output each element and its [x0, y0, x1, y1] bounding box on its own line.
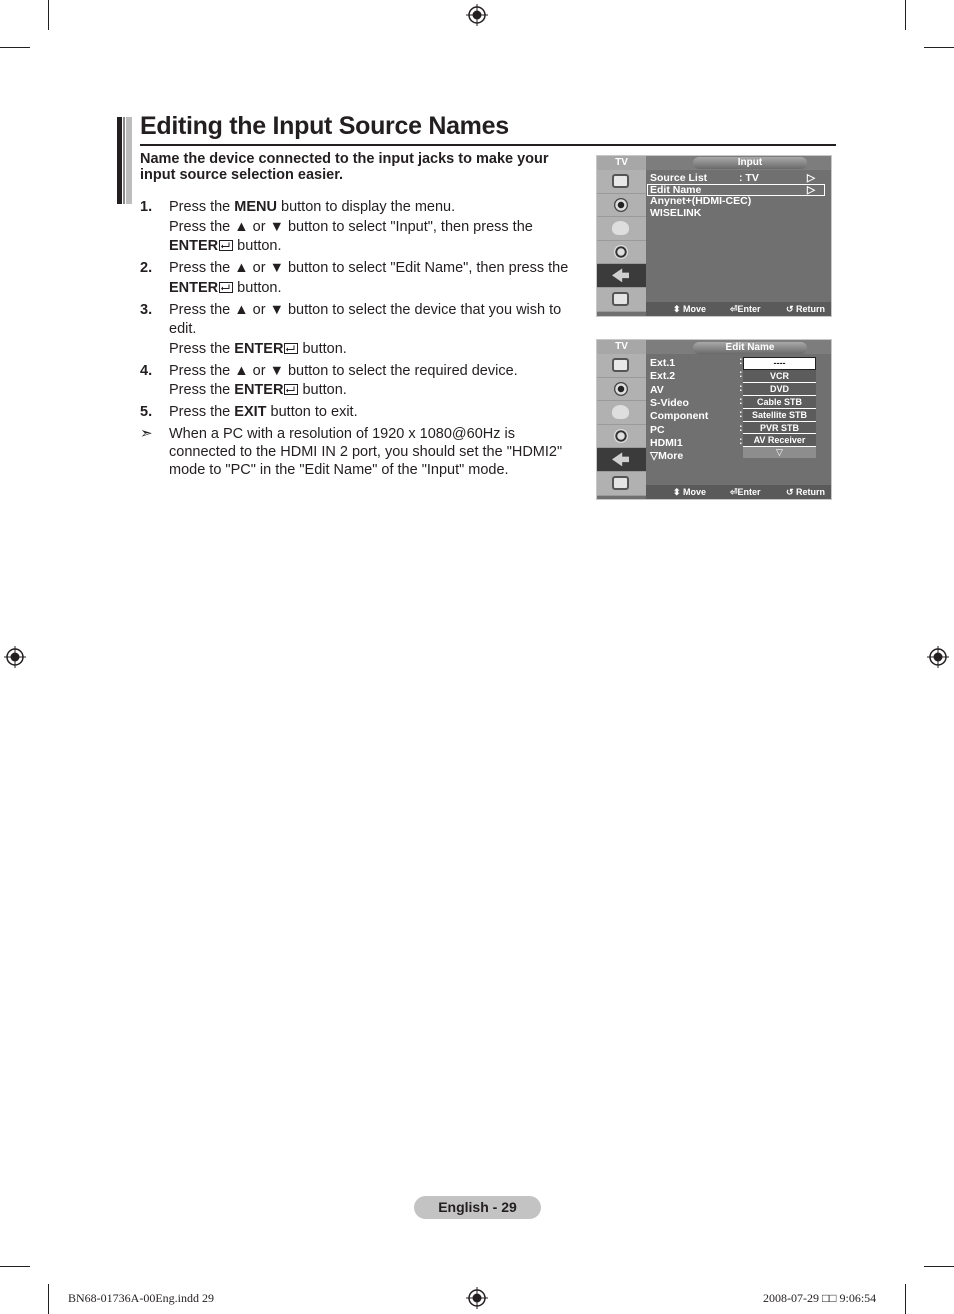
- note-block: [140, 425, 585, 480]
- osd-menu-value: : TV: [739, 172, 759, 184]
- move-hint: ⬍ Move: [673, 487, 707, 497]
- crop-mark: [924, 47, 954, 48]
- device-option-list: [743, 357, 816, 458]
- step-text: Press the: [169, 382, 235, 398]
- enter-hint: ⏎Enter: [730, 304, 761, 314]
- step-item: [140, 362, 585, 401]
- step-text: Press the: [169, 340, 235, 357]
- step-item: [140, 198, 585, 257]
- step-text: Press the: [169, 404, 235, 420]
- crop-mark: [0, 1266, 30, 1267]
- osd-menu-item: WISELINK: [650, 207, 702, 219]
- steps-list: [140, 198, 585, 480]
- title-accent-bars: [117, 117, 132, 204]
- enter-hint: ⏎Enter: [730, 487, 761, 497]
- osd-menu-item: Source List: [650, 172, 708, 184]
- osd-tv-label: TV: [597, 340, 646, 354]
- enter-key-icon: [218, 238, 233, 254]
- osd-separator: :: [739, 434, 743, 447]
- file-slug: BN68-01736A-00Eng.indd 29: [68, 1291, 214, 1305]
- channel-icon: [597, 401, 646, 425]
- step-line: [169, 362, 585, 382]
- osd-separator: :: [739, 355, 743, 367]
- osd-separator: :: [739, 408, 743, 421]
- step-line: [169, 340, 585, 360]
- osd-separator: :: [739, 394, 743, 407]
- note-arrow-icon: ➣: [140, 425, 153, 442]
- step-text: button.: [233, 279, 282, 296]
- osd-menu-item: Ext.2: [650, 370, 676, 383]
- title-rule: [140, 144, 836, 146]
- device-option: PVR STB: [743, 422, 816, 435]
- step-text: button to display the menu.: [276, 199, 456, 215]
- crop-mark: [905, 0, 906, 30]
- registration-mark-icon: [466, 1287, 488, 1309]
- osd-menu-item: Ext.1: [650, 357, 676, 369]
- setup-icon: [597, 241, 646, 265]
- move-hint: ⬍ Move: [673, 304, 707, 314]
- step-text: button.: [298, 340, 347, 357]
- enter-key-icon: [283, 341, 298, 357]
- submenu-arrow-icon: ▷: [807, 172, 816, 184]
- osd-footer: [646, 485, 831, 499]
- device-option: ----: [743, 357, 816, 370]
- key-name: ENTER: [234, 382, 284, 398]
- crop-mark: [924, 1266, 954, 1267]
- step-number: 3.: [140, 301, 153, 318]
- key-name: ENTER: [169, 279, 219, 296]
- application-icon: [597, 472, 646, 496]
- crop-mark: [48, 0, 49, 30]
- date-slug: 2008-07-29 □□ 9:06:54: [763, 1291, 877, 1305]
- return-hint: ↺ Return: [786, 487, 826, 497]
- step-line: [169, 381, 585, 401]
- device-option: VCR: [743, 370, 816, 383]
- step-text: button.: [233, 238, 282, 254]
- key-name: EXIT: [234, 404, 267, 420]
- picture-icon: [597, 354, 646, 378]
- registration-mark-icon: [466, 4, 488, 26]
- registration-mark-icon: [4, 646, 26, 668]
- step-text: Press the: [169, 199, 235, 215]
- osd-menu-item: ▽More: [650, 450, 684, 463]
- osd-menu-item: Anynet+(HDMI-CEC): [650, 195, 752, 207]
- osd-icon-column: [597, 354, 646, 496]
- osd-header-title: Edit Name: [693, 342, 807, 354]
- osd-icon-column: [597, 170, 646, 312]
- more-down-icon: ▽: [776, 447, 783, 458]
- step-line: [169, 301, 585, 340]
- submenu-arrow-icon: ▷: [807, 184, 816, 196]
- device-option: AV Receiver: [743, 434, 816, 447]
- step-line: [169, 279, 585, 299]
- step-item: [140, 259, 585, 298]
- step-item: [140, 301, 585, 360]
- picture-icon: [597, 170, 646, 194]
- osd-separator: :: [739, 421, 743, 434]
- intro-text: Name the device connected to the input jacks to make your input source selection easier.: [140, 151, 549, 183]
- setup-icon: [597, 425, 646, 449]
- enter-key-icon: [218, 280, 233, 296]
- osd-separator: :: [739, 381, 743, 394]
- step-number: 5.: [140, 404, 153, 420]
- note-text: When a PC with a resolution of 1920 x 1080@60Hz is connected to the HDMI IN 2 port, you should set the "HDMI2" mode to "PC" in the "Edit Name" of the "Input" mode.: [169, 426, 563, 479]
- page-number: English - 29: [414, 1196, 541, 1219]
- enter-key-icon: [283, 382, 298, 398]
- registration-mark-icon: [927, 646, 949, 668]
- osd-menu-item: S-Video: [650, 396, 689, 409]
- step-text: Press the ▲ or ▼ button to select "Edit Name", then press the: [169, 260, 569, 276]
- key-name: MENU: [234, 199, 277, 215]
- step-text: Press the ▲ or ▼ button to select the device that you wish to edit.: [169, 301, 562, 337]
- step-text: Press the ▲ or ▼ button to select the required device.: [169, 362, 518, 379]
- step-text: button to exit.: [266, 404, 358, 420]
- step-line: [169, 198, 585, 218]
- device-option: Cable STB: [743, 396, 816, 409]
- input-icon: [597, 448, 646, 472]
- key-name: ENTER: [169, 238, 219, 254]
- osd-menu-item: PC: [650, 423, 665, 436]
- crop-mark: [0, 47, 30, 48]
- osd-footer: [646, 302, 831, 316]
- step-item: [140, 403, 585, 423]
- step-number: 1.: [140, 199, 153, 215]
- device-option: Satellite STB: [743, 409, 816, 422]
- osd-tv-label: TV: [597, 156, 646, 170]
- osd-menu-item: HDMI1: [650, 436, 683, 449]
- step-number: 4.: [140, 362, 153, 379]
- step-line: [169, 403, 585, 423]
- osd-header-title: Input: [693, 157, 807, 169]
- device-option: DVD: [743, 383, 816, 396]
- step-text: Press the ▲ or ▼ button to select "Input", then press the: [169, 218, 533, 235]
- step-line: [169, 218, 585, 238]
- step-line: [169, 237, 585, 257]
- page-title: Editing the Input Source Names: [140, 112, 509, 140]
- osd-menu-item: Component: [650, 410, 709, 423]
- crop-mark: [48, 1284, 49, 1314]
- sound-icon: [597, 378, 646, 402]
- crop-mark: [905, 1284, 906, 1314]
- osd-menu-item: Edit Name: [650, 184, 702, 196]
- osd-input-menu: [596, 155, 832, 317]
- return-hint: ↺ Return: [786, 304, 826, 314]
- osd-separator: :: [739, 368, 743, 381]
- application-icon: [597, 288, 646, 312]
- key-name: ENTER: [234, 340, 284, 357]
- step-text: button.: [298, 382, 347, 398]
- osd-menu-item: AV: [650, 383, 664, 396]
- sound-icon: [597, 194, 646, 218]
- channel-icon: [597, 217, 646, 241]
- step-line: [169, 259, 585, 279]
- step-number: 2.: [140, 260, 153, 276]
- input-icon: [597, 264, 646, 288]
